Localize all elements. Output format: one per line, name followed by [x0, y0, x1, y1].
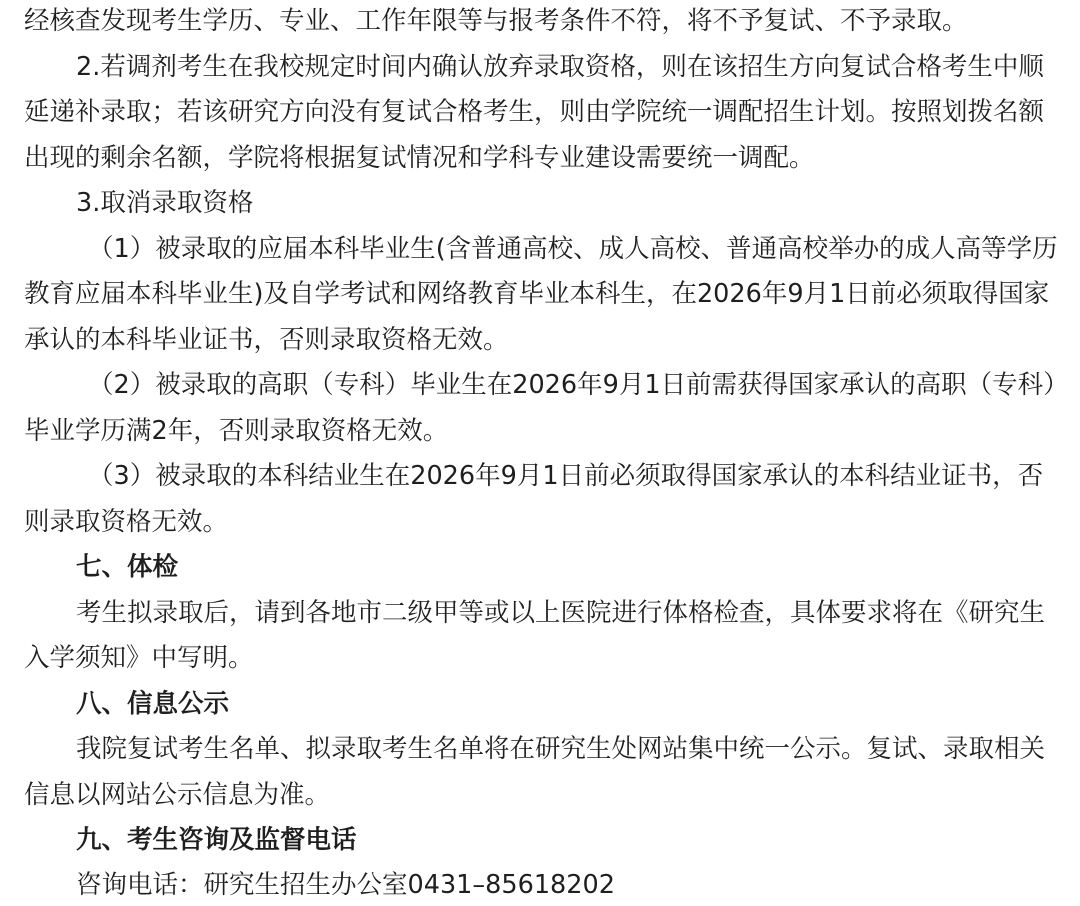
paragraph-line: 信息以网站公示信息为准。: [24, 780, 331, 810]
paragraph-line: （2）被录取的高职（专科）毕业生在2026年9月1日前需获得国家承认的高职（专科）: [88, 370, 1069, 400]
paragraph-line: 毕业学历满2年，否则录取资格无效。: [24, 416, 449, 446]
paragraph-line: 教育应届本科毕业生)及自学考试和网络教育毕业本科生，在2026年9月1日前必须取得国家: [24, 279, 1050, 309]
contact-phone-line: 咨询电话：研究生招生办公室0431–85618202: [76, 870, 615, 900]
paragraph-line: 延递补录取；若该研究方向没有复试合格考生，则由学院统一调配招生计划。按照划拨名额: [24, 97, 1045, 127]
paragraph-line: （1）被录取的应届本科毕业生(含普通高校、成人高校、普通高校举办的成人高等学历: [88, 234, 1058, 264]
paragraph-line: 承认的本科毕业证书，否则录取资格无效。: [24, 325, 509, 355]
section-heading: 七、体检: [76, 552, 179, 582]
section-heading: 九、考生咨询及监督电话: [76, 825, 357, 855]
paragraph-line: 考生拟录取后，请到各地市二级甲等或以上医院进行体格检查，具体要求将在《研究生: [76, 598, 1046, 628]
paragraph-line: 出现的剩余名额，学院将根据复试情况和学科专业建设需要统一调配。: [24, 143, 815, 173]
paragraph-line: 经核查发现考生学历、专业、工作年限等与报考条件不符，将不予复试、不予录取。: [24, 6, 968, 36]
paragraph-line: 则录取资格无效。: [24, 507, 229, 537]
paragraph-line: 2.若调剂考生在我校规定时间内确认放弃录取资格，则在该招生方向复试合格考生中顺: [76, 52, 1044, 82]
paragraph-line: 3.取消录取资格: [76, 188, 254, 218]
section-heading: 八、信息公示: [76, 689, 230, 719]
paragraph-line: 入学须知》中写明。: [24, 643, 254, 673]
paragraph-line: 我院复试考生名单、拟录取考生名单将在研究生处网站集中统一公示。复试、录取相关: [76, 734, 1046, 764]
paragraph-line: （3）被录取的本科结业生在2026年9月1日前必须取得国家承认的本科结业证书，否: [88, 461, 1044, 491]
